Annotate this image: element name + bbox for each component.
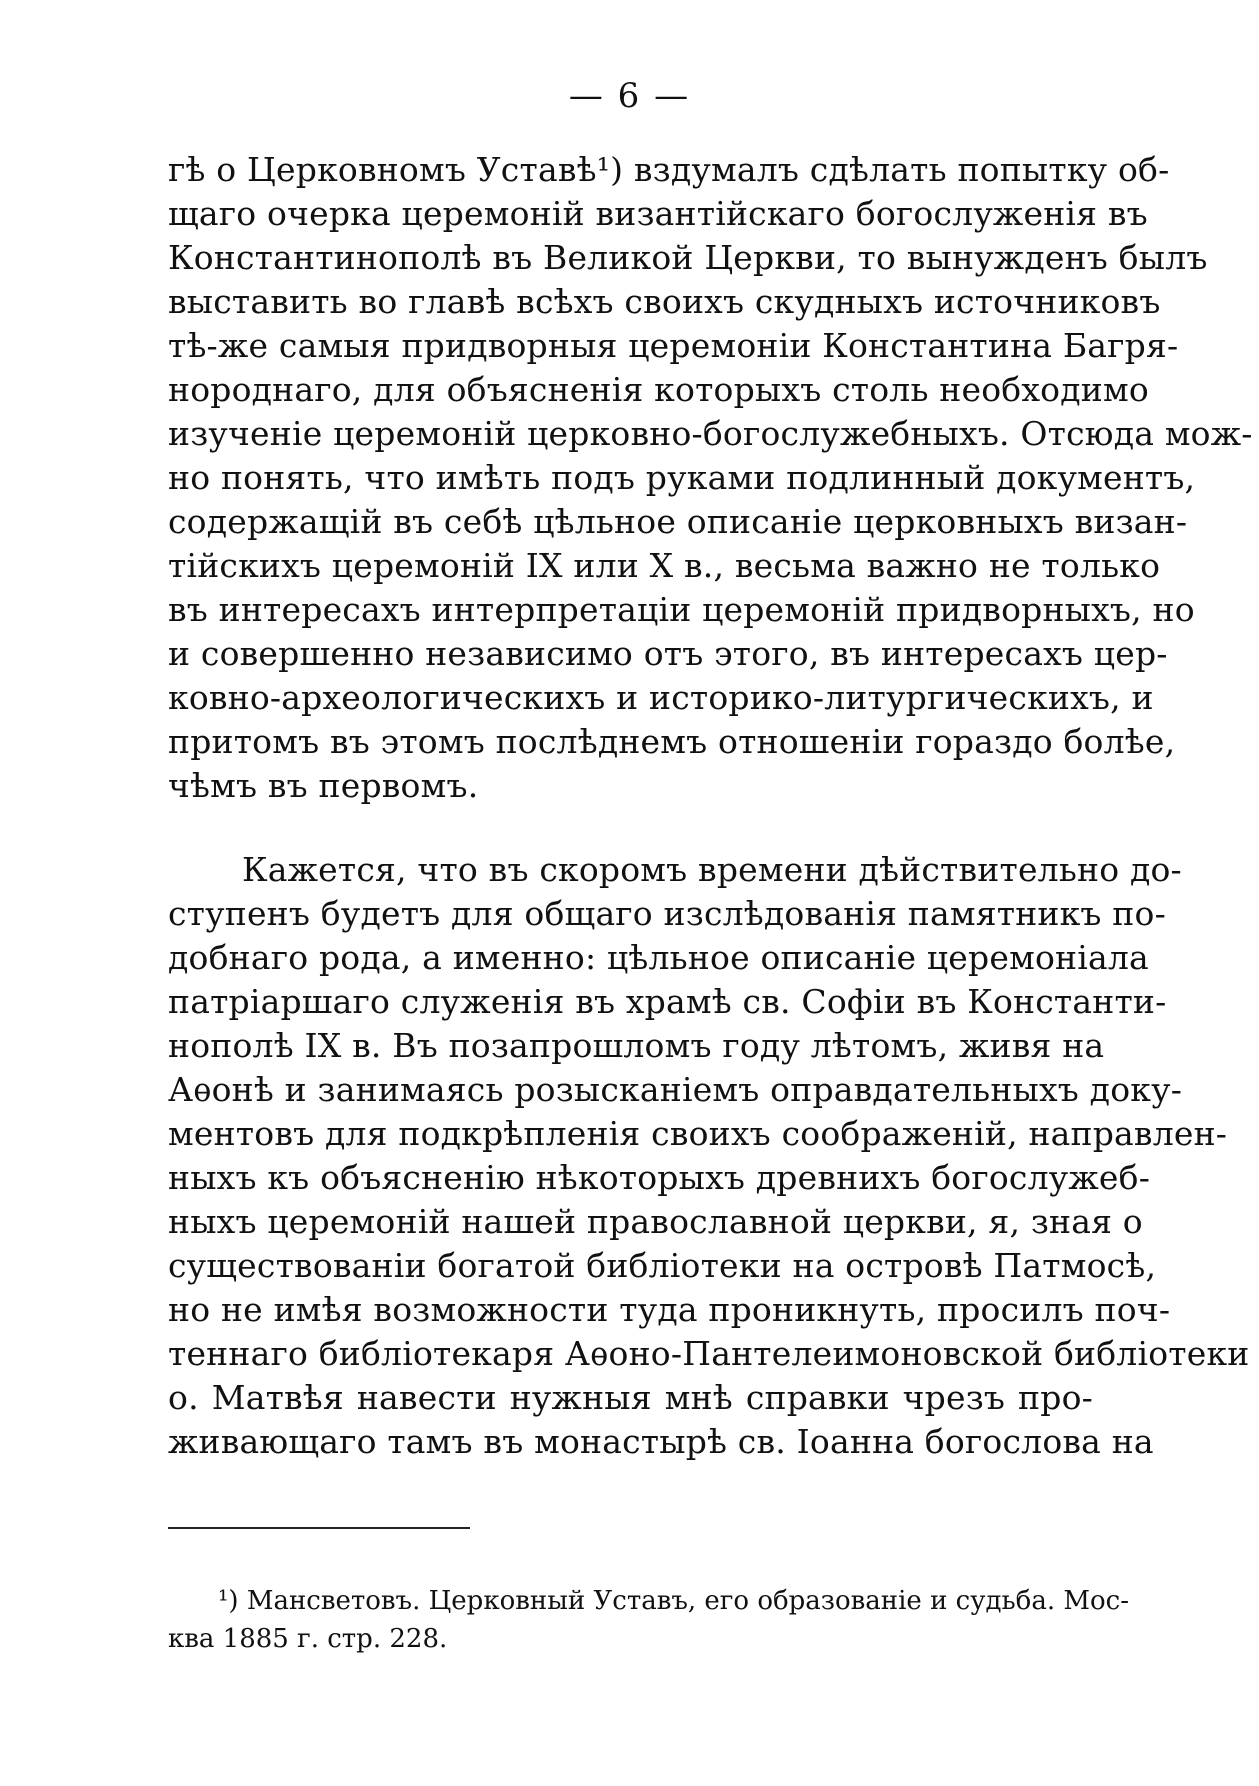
text-line: содержащій въ себѣ цѣльное описаніе церковныхъ визан-	[168, 502, 1188, 541]
paragraph-1	[168, 148, 1253, 808]
footnote	[168, 1582, 1129, 1658]
text-line: ныхъ церемоній нашей православной церкви, я, зная о	[168, 1202, 1143, 1241]
page-number: — 6 —	[568, 76, 691, 116]
text-line: нополѣ IX в. Въ позапрошломъ году лѣтомъ, живя на	[168, 1026, 1105, 1065]
text-line: тійскихъ церемоній IX или X в., весьма важно не только	[168, 546, 1161, 585]
body-text	[168, 148, 1253, 1464]
text-line: живающаго тамъ въ монастырѣ св. Іоанна богослова на	[168, 1422, 1154, 1461]
text-line: чѣмъ въ первомъ.	[168, 766, 479, 805]
text-line: щаго очерка церемоній византійскаго богослуженія въ	[168, 194, 1148, 233]
text-line: ступенъ будетъ для общаго изслѣдованія памятникъ по-	[168, 894, 1166, 933]
text-line: ментовъ для подкрѣпленія своихъ соображеній, направлен-	[168, 1114, 1228, 1153]
footnote-line: ква 1885 г. стр. 228.	[168, 1624, 448, 1654]
text-line: Кажется, что въ скоромъ времени дѣйствительно до-	[242, 850, 1182, 889]
text-line: гѣ о Церковномъ Уставѣ¹) вздумалъ сдѣлать попытку об-	[168, 150, 1170, 189]
text-line: существованіи богатой библіотеки на островѣ Патмосѣ,	[168, 1246, 1157, 1285]
text-line: и совершенно независимо отъ этого, въ интересахъ цер-	[168, 634, 1168, 673]
text-line: теннаго библіотекаря Аѳоно-Пантелеимоновской библіотеки	[168, 1334, 1250, 1373]
footnote-separator	[168, 1527, 470, 1529]
paragraph-gap	[168, 808, 1093, 848]
text-line: притомъ въ этомъ послѣднемъ отношеніи гораздо болѣе,	[168, 722, 1176, 761]
paragraph-2	[168, 848, 1250, 1464]
text-line: въ интересахъ интерпретаціи церемоній придворныхъ, но	[168, 590, 1195, 629]
text-line: Аѳонѣ и занимаясь розысканіемъ оправдательныхъ доку-	[168, 1070, 1183, 1109]
footnote-line: ¹) Мансветовъ. Церковный Уставъ, его образованіе и судьба. Мос-	[218, 1586, 1129, 1616]
text-line: ныхъ къ объясненію нѣкоторыхъ древнихъ богослужеб-	[168, 1158, 1151, 1197]
text-line: добнаго рода, а именно: цѣльное описаніе церемоніала	[168, 938, 1149, 977]
text-line: но не имѣя возможности туда проникнуть, просилъ поч-	[168, 1290, 1171, 1329]
text-line: Константинополѣ въ Великой Церкви, то вынужденъ былъ	[168, 238, 1208, 277]
text-line: тѣ-же самыя придворныя церемоніи Константина Багря-	[168, 326, 1179, 365]
text-line: но понять, что имѣть подъ руками подлинный документъ,	[168, 458, 1196, 497]
text-line: нороднаго, для объясненія которыхъ столь необходимо	[168, 370, 1149, 409]
text-line: изученіе церемоній церковно-богослужебныхъ. Отсюда мож-	[168, 414, 1253, 453]
text-line: о. Матвѣя навести нужныя мнѣ справки чрезъ про-	[168, 1378, 1093, 1417]
text-line: ковно-археологическихъ и историко-литургическихъ, и	[168, 678, 1154, 717]
text-line: выставить во главѣ всѣхъ своихъ скудныхъ источниковъ	[168, 282, 1161, 321]
text-line: патріаршаго служенія въ храмѣ св. Софіи въ Константи-	[168, 982, 1167, 1021]
